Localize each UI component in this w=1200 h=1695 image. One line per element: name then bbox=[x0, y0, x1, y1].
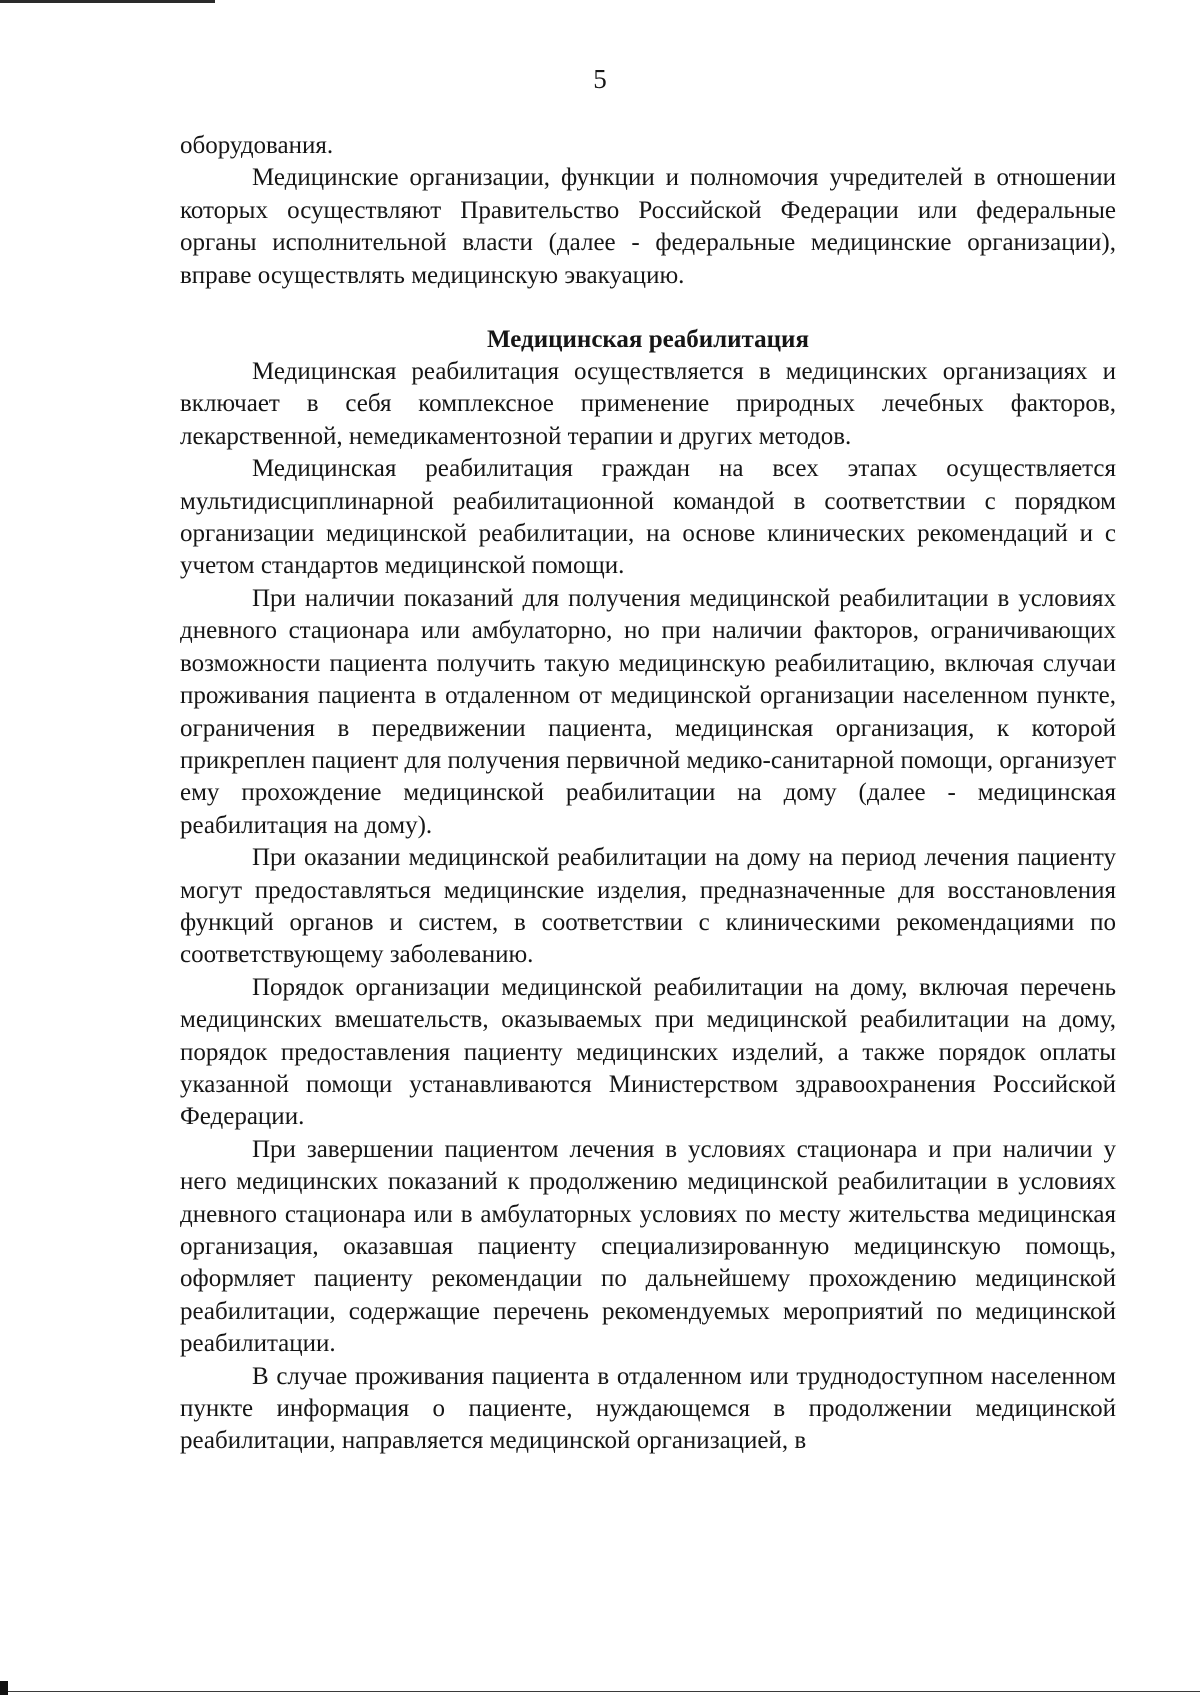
continuation-text: оборудования. bbox=[180, 132, 334, 159]
page-number: 5 bbox=[593, 64, 607, 94]
paragraph: При завершении пациентом лечения в условиях стационара и при наличии у него медицинских показаний к продолжению медицинской реабилитации в условиях дневного стационара или в амбулаторных условиях по месту жительства медицинская организация, оказавшая пациенту специализированную медицинскую помощь, оформляет пациенту рекомендации по дальнейшему прохождению медицинской реабилитации, содержащие перечень рекомендуемых мероприятий по медицинской реабилитации. bbox=[180, 1135, 1116, 1358]
paragraph: Порядок организации медицинской реабилитации на дому, включая перечень медицинских вмешательств, оказываемых при медицинской реабилитации на дому, порядок предоставления пациенту медицинских изделий, а также порядок оплаты указанной помощи устанавливаются Министерством здравоохранения Российской Федерации. bbox=[180, 973, 1116, 1131]
paragraph: Медицинская реабилитация граждан на всех этапах осуществляется мультидисциплинарной реабилитационной командой в соответствии с порядком организации медицинской реабилитации, на основе клинических рекомендаций и с учетом стандартов медицинской помощи. bbox=[180, 455, 1116, 580]
paragraph-last: В случае проживания пациента в отдаленном или труднодоступном населенном пункте информация о пациенте, нуждающемся в продолжении медицинской реабилитации, направляется медицинской организацией, в bbox=[180, 1362, 1116, 1455]
paragraph: При оказании медицинской реабилитации на дому на период лечения пациенту могут предоставляться медицинские изделия, предназначенные для восстановления функций органов и систем, в соответствии с клиническими рекомендациями по соответствующему заболеванию. bbox=[180, 844, 1116, 969]
scan-edge-artifact-bottom bbox=[0, 1689, 1200, 1695]
scan-corner-mark bbox=[0, 1681, 8, 1695]
document-body bbox=[180, 130, 1116, 1458]
paragraph: При наличии показаний для получения медицинской реабилитации в условиях дневного стационара или амбулаторно, но при наличии факторов, ограничивающих возможности пациента получить такую медицинскую реабилитацию, включая случаи проживания пациента в отдаленном от медицинской организации населенном пункте, ограничения в передвижении пациента, медицинская организация, к которой прикреплен пациент для получения первичной медико-санитарной помощи, организует ему прохождение медицинской реабилитации на дому (далее - медицинская реабилитация на дому). bbox=[180, 584, 1116, 839]
paragraph-federal-organizations: Медицинские организации, функции и полномочия учредителей в отношении которых осуществляют Правительство Российской Федерации или федеральные органы исполнительной власти (далее - федеральные медицинские организации), вправе осуществлять медицинскую эвакуацию. bbox=[180, 164, 1116, 289]
scan-edge-artifact-top bbox=[0, 0, 215, 3]
section-heading: Медицинская реабилитация bbox=[487, 326, 809, 354]
paragraph: Медицинская реабилитация осуществляется в медицинских организациях и включает в себя комплексное применение природных лечебных факторов, лекарственной, немедикаментозной терапии и других методов. bbox=[180, 358, 1116, 450]
